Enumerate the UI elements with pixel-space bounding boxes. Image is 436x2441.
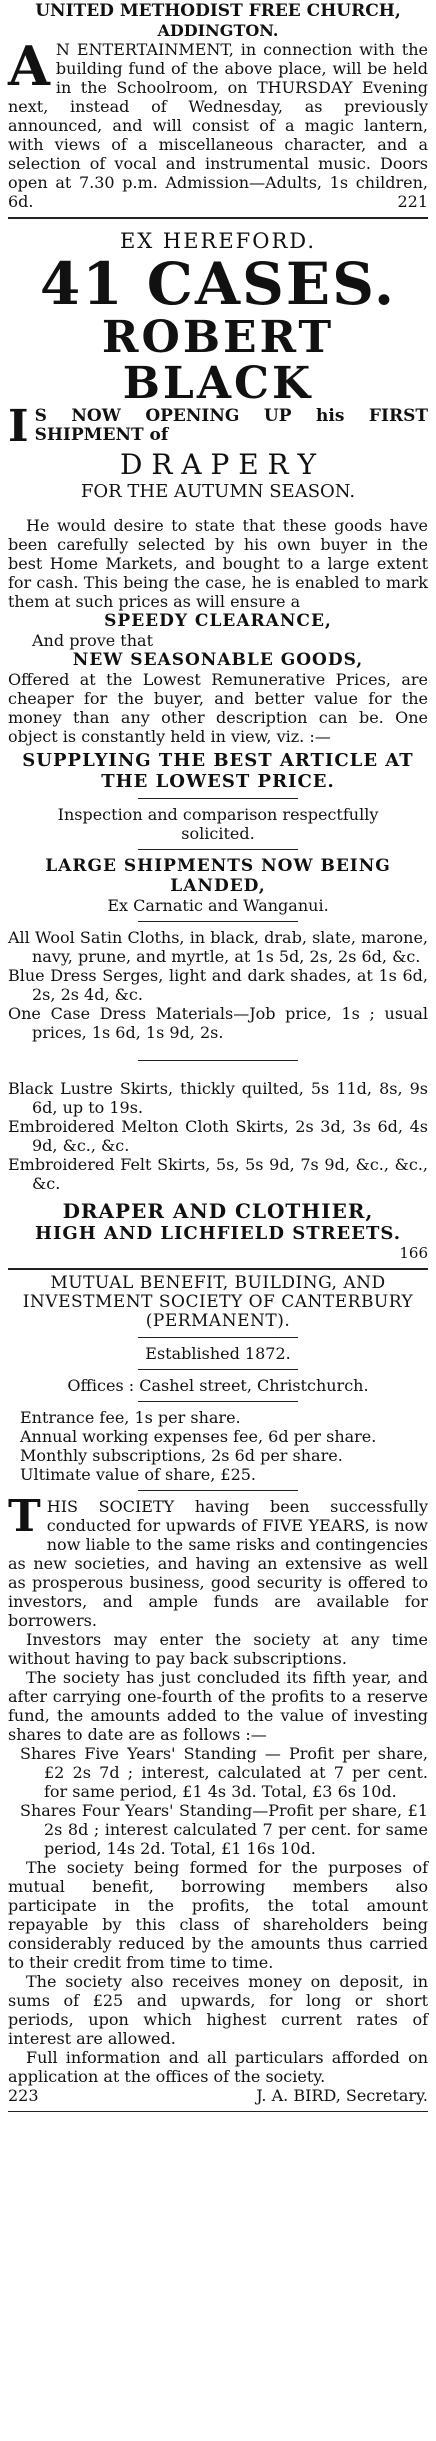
society-title: MUTUAL BENEFIT, BUILDING, AND INVESTMENT SOCIETY OF CANTERBURY (PERMANENT). bbox=[22, 1273, 414, 1331]
ad-body bbox=[8, 34, 428, 211]
cases-headline: 41 CASES. bbox=[39, 250, 397, 318]
ad-ref: 221 bbox=[397, 192, 428, 211]
opening-text: S NOW OPENING UP his FIRST SHIPMENT of bbox=[34, 406, 428, 445]
inspection-line-2: solicited. bbox=[181, 824, 255, 843]
society-paragraph-3: The society has just concluded its fifth year, and after carrying one-fourth of the profits to a reserve fund, the amounts added to the value of investing shares to date are as follows :— bbox=[8, 1668, 428, 1744]
merchant-name: ROBERT BLACK bbox=[101, 312, 335, 409]
drapery-heading: D R A P E R Y bbox=[120, 448, 316, 481]
fee-line: Annual working expenses fee, 6d per share. bbox=[20, 1427, 377, 1446]
price-item: Blue Dress Serges, light and dark shades, at 1s 6d, 2s, 2s 4d, &c. bbox=[8, 966, 428, 1004]
shipments-line-2: LANDED, bbox=[170, 876, 266, 896]
ex-hereford: EX HEREFORD. bbox=[119, 229, 317, 253]
drop-cap: T bbox=[8, 1491, 41, 1542]
robert-black-ad bbox=[8, 218, 428, 1269]
divider bbox=[138, 1369, 298, 1370]
ad-title: UNITED METHODIST FREE CHURCH, bbox=[35, 1, 401, 21]
methodist-church-ad bbox=[8, 2, 428, 218]
offices-line bbox=[8, 1376, 428, 1395]
seasonable-goods: NEW SEASONABLE GOODS, bbox=[72, 650, 364, 670]
share-item: Shares Five Years' Standing — Profit per share, £2 2s 7d ; interest, calculated at 7 per cent. for same period, £1 4s 3d. Total, £3 6s 10d. bbox=[20, 1744, 428, 1801]
price-item: Embroidered Felt Skirts, 5s, 5s 9d, 7s 9d, &c., &c., &c. bbox=[8, 1155, 428, 1193]
prove-line: And prove that bbox=[32, 631, 154, 650]
ad-ref: 166 bbox=[399, 1244, 428, 1262]
shipments-line-3: Ex Carnatic and Wanganui. bbox=[107, 896, 329, 915]
established: Established 1872. bbox=[145, 1344, 291, 1363]
signature-row bbox=[8, 2086, 428, 2105]
divider bbox=[138, 1337, 298, 1338]
newspaper-column bbox=[8, 0, 428, 2112]
inspection-line-1: Inspection and comparison respectfully bbox=[57, 805, 379, 824]
society-paragraph-4: The society being formed for the purposes of mutual benefit, borrowing members also participate in the profits, the total amount repayable by this class of shareholders being considerably reduced by the amounts thus carried to their credit from time to time. bbox=[8, 1858, 428, 1972]
price-item: One Case Dress Materials—Job price, 1s ; usual prices, 1s 6d, 1s 9d, 2s. bbox=[8, 1004, 428, 1042]
divider bbox=[138, 849, 298, 850]
mutual-benefit-society-ad bbox=[8, 1269, 428, 2112]
share-item: Shares Four Years' Standing—Profit per share, £1 2s 8d ; interest calculated 7 per cent. for same period, 14s 2d. Total, £1 16s 10d. bbox=[20, 1801, 428, 1858]
shipments-line-1: LARGE SHIPMENTS NOW BEING bbox=[45, 856, 391, 876]
supplying-line-1: SUPPLYING THE BEST ARTICLE AT bbox=[22, 750, 414, 771]
price-item: Embroidered Melton Cloth Skirts, 2s 3d, 3s 6d, 4s 9d, &c., &c. bbox=[8, 1117, 428, 1155]
drop-cap: I bbox=[8, 401, 29, 452]
society-paragraph-5: The society also receives money on deposit, in sums of £25 and upwards, for long or short periods, upon which highest current rates of interest are allowed. bbox=[8, 1972, 428, 2048]
society-paragraph-6: Full information and all particulars afforded on application at the offices of the society. bbox=[8, 2048, 428, 2086]
secretary-signature: J. A. BIRD, Secretary. bbox=[256, 2086, 428, 2105]
ad-ref: 223 bbox=[8, 2086, 39, 2105]
price-item: All Wool Satin Cloths, in black, drab, slate, marone, navy, prune, and myrtle, at 1s 5d, 2s, 2s 6d, &c. bbox=[8, 928, 428, 966]
society-paragraph-2: Investors may enter the society at any time without having to pay back subscriptions. bbox=[8, 1630, 428, 1668]
divider bbox=[138, 921, 298, 922]
society-paragraph-1 bbox=[8, 1491, 428, 1630]
ad-subtitle: ADDINGTON. bbox=[157, 21, 279, 40]
drop-cap: A bbox=[8, 34, 50, 98]
price-item: Black Lustre Skirts, thickly quilted, 5s 11d, 8s, 9s 6d, up to 19s. bbox=[8, 1079, 428, 1117]
divider bbox=[138, 1401, 298, 1402]
fee-line: Entrance fee, 1s per share. bbox=[20, 1408, 241, 1427]
divider bbox=[138, 1490, 298, 1491]
opening-line bbox=[8, 401, 428, 452]
divider bbox=[138, 1060, 298, 1061]
supplying-line-2: THE LOWEST PRICE. bbox=[101, 771, 335, 792]
offices-label: Offices : bbox=[67, 1376, 135, 1395]
fee-line: Ultimate value of share, £25. bbox=[20, 1465, 257, 1484]
paragraph-prices: Offered at the Lowest Remunerative Prices, are cheaper for the buyer, and better value for the money than any other description can be. One object is constantly held in view, viz. :— bbox=[8, 670, 428, 746]
ad-text: N ENTERTAINMENT, in connection with the building fund of the above place, will be held in the Schoolroom, on THURSDAY Evening next, instead of Wednesday, as previously announced, and will consist of a magic lantern, with views of a miscellaneous character, and a selection of vocal and instrumental music. Doors open at 7.30 p.m. Admission—Adults, 1s children, 6d. bbox=[8, 40, 428, 211]
paragraph-goods: He would desire to state that these goods have been carefully selected by his own buyer in the best Home Markets, and bought to a large extent for cash. This being the case, he is enabled to mark them at such prices as will ensure a bbox=[8, 516, 428, 611]
season-heading: FOR THE AUTUMN SEASON. bbox=[80, 481, 356, 502]
divider bbox=[138, 798, 298, 799]
fee-line: Monthly subscriptions, 2s 6d per share. bbox=[20, 1446, 343, 1465]
draper-clothier: DRAPER AND CLOTHIER, bbox=[62, 1199, 374, 1223]
offices-address: Cashel street, Christchurch. bbox=[139, 1376, 369, 1395]
paragraph-text: HIS SOCIETY having been successfully conducted for upwards of FIVE YEARS, is now now liable to the same risks and contingencies as new societies, and having an extensive as well as prosperous business, good security is offered to investors, and ample funds are available for borrowers. bbox=[8, 1497, 428, 1630]
store-address: HIGH AND LICHFIELD STREETS. bbox=[34, 1223, 402, 1244]
speedy-clearance: SPEEDY CLEARANCE, bbox=[104, 611, 332, 631]
